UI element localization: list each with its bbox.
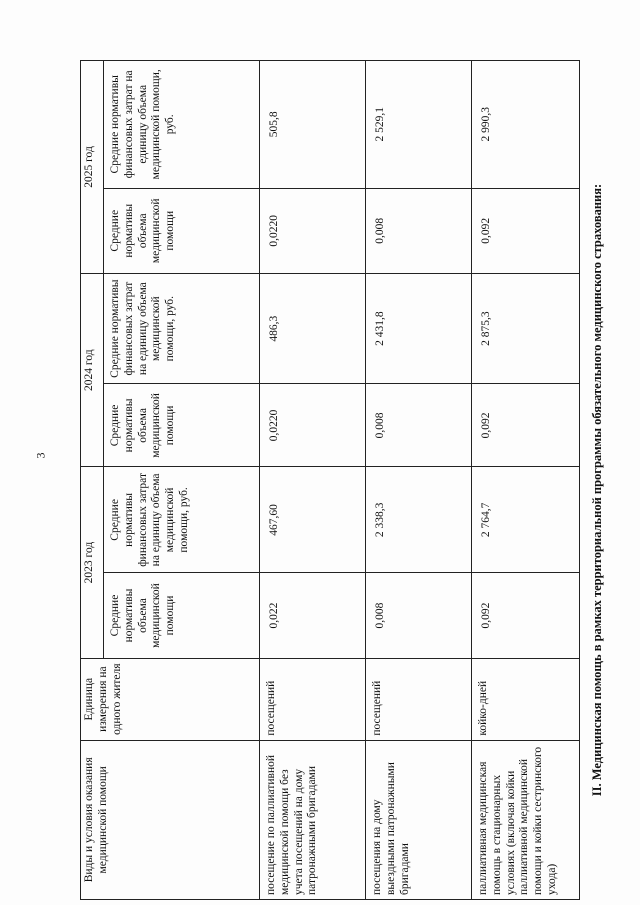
cell-value: 505,8 (260, 61, 366, 189)
cell-value: 2 875,3 (472, 273, 580, 383)
cell-value: 486,3 (260, 273, 366, 383)
header-year-2025: 2025 год (81, 61, 104, 274)
year-header-row (81, 61, 104, 900)
rotated-content (80, 60, 604, 900)
cell-value: 0,092 (472, 384, 580, 467)
header-volume-2025: Средние нормативы объема медицинской помощи (104, 188, 260, 273)
cell-value: 0,022 (260, 573, 366, 658)
row-unit: посещений (366, 658, 472, 740)
cell-value: 2 764,7 (472, 467, 580, 573)
row-unit: койко-дней (472, 658, 580, 740)
cell-value: 2 338,3 (366, 467, 472, 573)
row-type: посещение по паллиативной медицинской помощи без учета посещений на дому патронажными бригадами (260, 740, 366, 899)
row-unit: посещений (260, 658, 366, 740)
header-cost-2025: Средние нормативы финансовых затрат на единицу объема медицинской помощи, руб. (104, 61, 260, 189)
header-volume-2023: Средние нормативы объема медицинской помощи (104, 573, 260, 658)
cell-value: 2 431,8 (366, 273, 472, 383)
cell-value: 0,008 (366, 188, 472, 273)
cell-value: 467,60 (260, 467, 366, 573)
cell-value: 2 990,3 (472, 61, 580, 189)
header-unit: Единица измерения на одного жителя (81, 658, 260, 740)
table-row (366, 61, 472, 900)
section-title: II. Медицинская помощь в рамках территориальной программы обязательного медицинского страхования: (590, 183, 604, 797)
header-volume-2024: Средние нормативы объема медицинской помощи (104, 384, 260, 467)
header-year-2024: 2024 год (81, 273, 104, 467)
page-number: 3 (33, 452, 48, 459)
norms-table (80, 60, 580, 900)
row-type: паллиативная медицинская помощь в стационарных условиях (включая койки паллиативной медицинской помощи и койки сестринского ухода) (472, 740, 580, 899)
cell-value: 0,0220 (260, 188, 366, 273)
cell-value: 0,092 (472, 573, 580, 658)
cell-value: 0,0220 (260, 384, 366, 467)
row-type: посещения на дому выездными патронажными бригадами (366, 740, 472, 899)
cell-value: 0,092 (472, 188, 580, 273)
document-sheet (80, 60, 604, 900)
cell-value: 0,008 (366, 384, 472, 467)
header-types: Виды и условия оказания медицинской помощи (81, 740, 260, 899)
cell-value: 2 529,1 (366, 61, 472, 189)
header-cost-2023: Средние нормативы финансовых затрат на единицу объема медицинской помощи, руб. (104, 467, 260, 573)
header-year-2023: 2023 год (81, 467, 104, 658)
table-row (260, 61, 366, 900)
table-row (472, 61, 580, 900)
cell-value: 0,008 (366, 573, 472, 658)
header-cost-2024: Средние нормативы финансовых затрат на единицу объема медицинской помощи, руб. (104, 273, 260, 383)
